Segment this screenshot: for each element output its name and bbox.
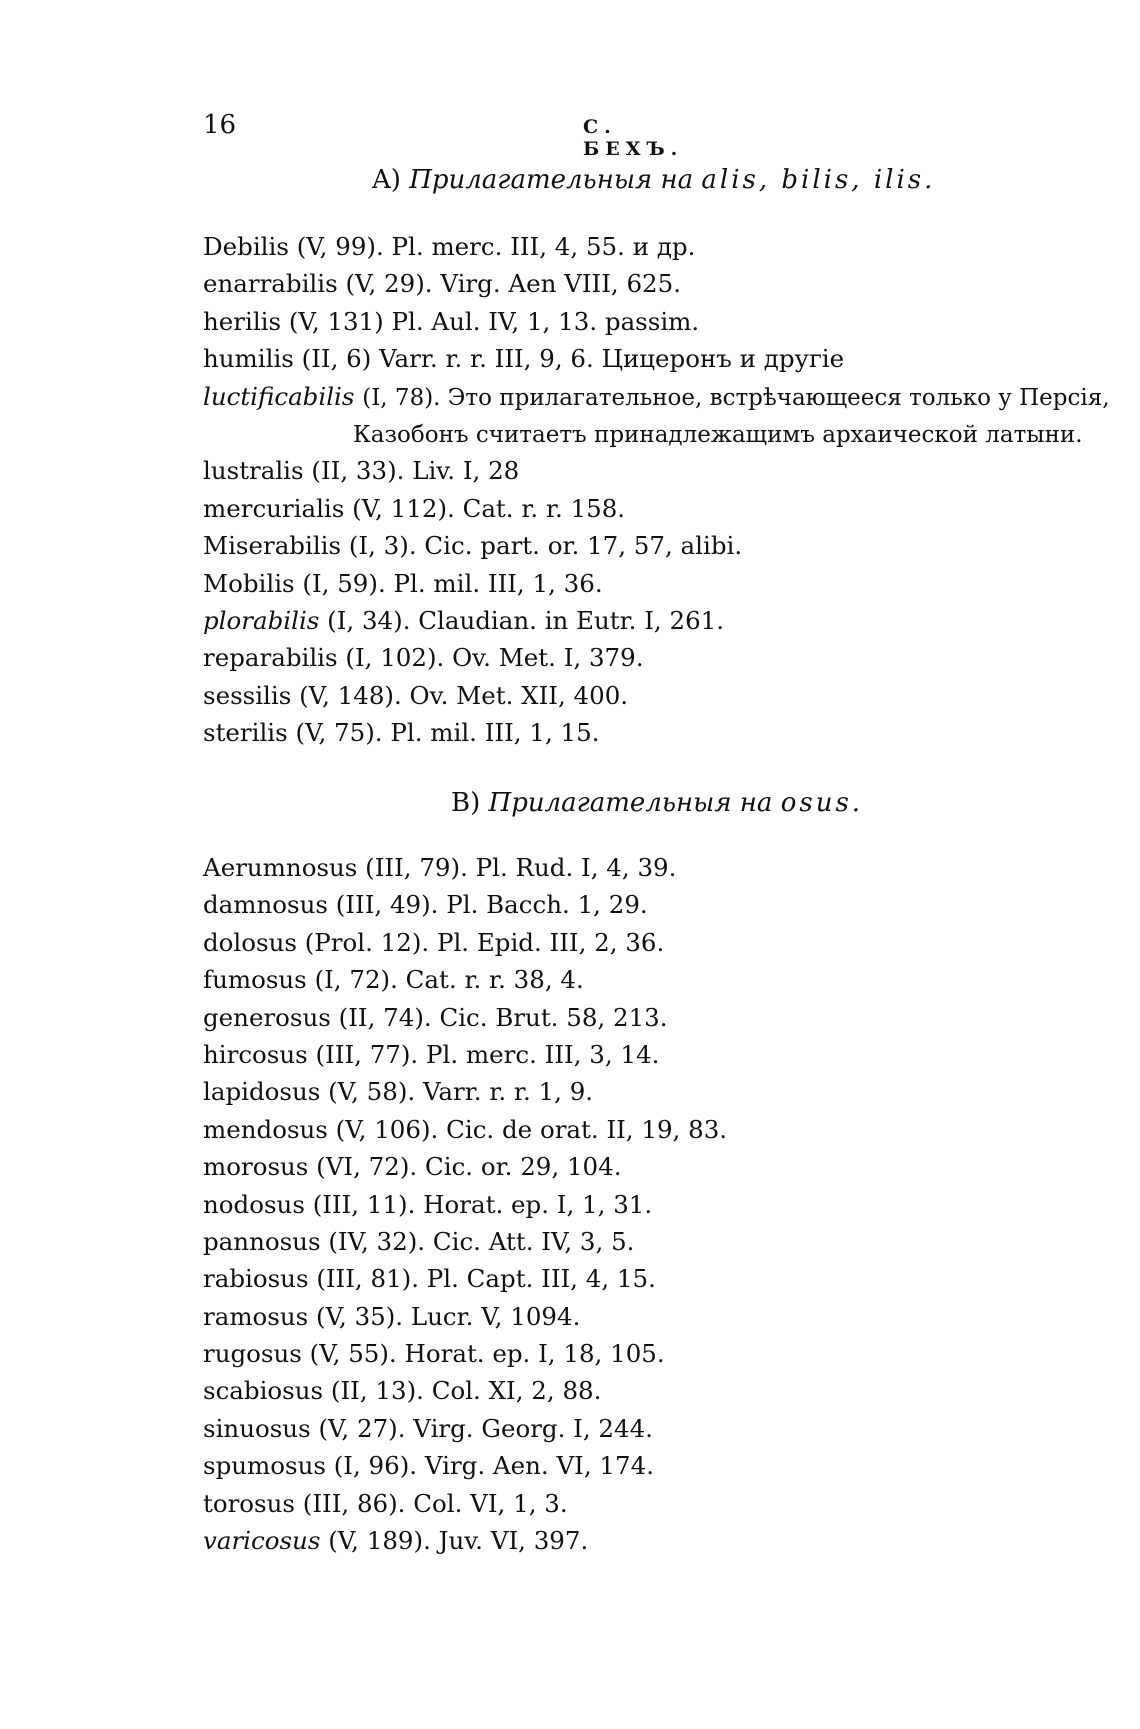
entry-reference: (II, 6) Varr. r. r. III, 9, 6. Цицеронъ и другіе	[301, 344, 845, 374]
entry-line	[203, 1073, 727, 1110]
entry-reference: (III, 79). Pl. Rud. I, 4, 39.	[365, 853, 677, 882]
section-a-label: A)	[372, 165, 401, 195]
entry-term: humilis	[203, 344, 294, 374]
entry-line	[203, 565, 1110, 602]
section-a-entry-list	[203, 228, 1110, 751]
entry-reference: (V, 189). Juv. VI, 397.	[328, 1526, 589, 1556]
entry-reference: (III, 49). Pl. Bacch. 1, 29.	[335, 890, 648, 920]
entry-line	[203, 886, 727, 923]
section-b-label: B)	[451, 788, 481, 818]
entry-line	[203, 1298, 727, 1335]
entry-line	[203, 228, 1110, 265]
entry-reference: (V, 131) Pl. Aul. IV, 1, 13. passim.	[288, 306, 700, 336]
entry-reference: (I, 78). Это прилагательное, встрѣчающееся только у Персія,	[362, 384, 1110, 411]
entry-term: fumosus	[203, 965, 307, 995]
entry-term: enarrabilis	[203, 269, 338, 299]
section-b-title: Прилагательныя на	[488, 788, 773, 818]
entry-reference: (VI, 72). Cic. or. 29, 104.	[316, 1152, 622, 1182]
entry-reference: (V, 112). Cat. r. r. 158.	[352, 493, 626, 523]
entry-term: Mobilis	[203, 568, 295, 598]
entry-reference: (V, 29). Virg. Aen VIII, 625.	[345, 269, 682, 299]
entry-reference: (I, 72). Cat. r. r. 38, 4.	[314, 965, 584, 995]
entry-line	[203, 602, 1110, 639]
entry-line	[203, 340, 1110, 377]
entry-line	[203, 265, 1110, 302]
entry-line	[203, 924, 727, 961]
entry-reference: (V, 148). Ov. Met. XII, 400.	[299, 680, 629, 710]
entry-reference: (V, 58). Varr. r. r. 1, 9.	[328, 1077, 594, 1107]
entry-term: scabiosus	[203, 1376, 324, 1406]
entry-term: generosus	[203, 1002, 331, 1032]
entry-line	[203, 378, 1110, 415]
entry-reference: (V, 55). Horat. ep. I, 18, 105.	[309, 1339, 665, 1369]
entry-term: lapidosus	[203, 1077, 321, 1107]
entry-line	[203, 1335, 727, 1372]
entry-term: lustralis	[203, 456, 304, 486]
page-number: 16	[203, 110, 237, 140]
entry-reference: (Prol. 12). Pl. Epid. III, 2, 36.	[304, 927, 665, 957]
entry-term: Aerumnosus	[203, 853, 358, 882]
entry-term: mercurialis	[203, 493, 345, 523]
entry-reference: (III, 81). Pl. Capt. III, 4, 15.	[316, 1264, 656, 1294]
entry-line	[203, 1148, 727, 1185]
entry-term: dolosus	[203, 927, 297, 957]
entry-term: ramosus	[203, 1301, 309, 1331]
entry-line	[203, 1186, 727, 1223]
entry-term: pannosus	[203, 1226, 321, 1256]
entry-reference: (I, 3). Cic. part. or. 17, 57, alibi.	[348, 531, 743, 561]
entry-reference: (V, 35). Lucr. V, 1094.	[316, 1301, 581, 1331]
entry-term: spumosus	[203, 1451, 326, 1481]
entry-reference: Казобонъ считаетъ принадлежащимъ архаической латыни.	[353, 421, 1083, 448]
entry-term: nodosus	[203, 1189, 305, 1219]
entry-term: sterilis	[203, 718, 288, 748]
entry-line	[203, 1447, 727, 1484]
entry-line	[203, 452, 1110, 489]
entry-reference: (I, 34). Claudian. in Eutr. I, 261.	[327, 605, 725, 635]
entry-reference: (V, 75). Pl. mil. III, 1, 15.	[295, 718, 600, 748]
entry-reference: (III, 11). Horat. ep. I, 1, 31.	[312, 1189, 653, 1219]
section-a-suffixes: alis, bilis, ilis.	[701, 165, 936, 195]
entry-reference: (I, 59). Pl. mil. III, 1, 36.	[302, 568, 603, 598]
entry-line	[203, 1036, 727, 1073]
entry-term: Debilis	[203, 232, 289, 261]
entry-term: rugosus	[203, 1339, 302, 1369]
entry-term: torosus	[203, 1488, 295, 1518]
section-a-heading	[372, 165, 935, 195]
entry-line	[203, 1223, 727, 1260]
section-b-suffixes: osus.	[780, 788, 864, 818]
entry-reference: (II, 33). Liv. I, 28	[311, 456, 520, 486]
entry-reference: (II, 74). Cic. Brut. 58, 213.	[338, 1002, 668, 1032]
entry-term: rabiosus	[203, 1264, 309, 1294]
entry-reference: (III, 77). Pl. merc. III, 3, 14.	[315, 1039, 660, 1069]
entry-term: plorabilis	[203, 605, 320, 635]
entry-line	[203, 1372, 727, 1409]
entry-term: varicosus	[203, 1526, 321, 1556]
entry-line	[203, 303, 1110, 340]
entry-term: luctificabilis	[203, 381, 355, 411]
entry-term: sessilis	[203, 680, 292, 710]
entry-line	[203, 714, 1110, 751]
section-a-title: Прилагательныя на	[409, 165, 694, 195]
entry-term: damnosus	[203, 890, 328, 920]
entry-term: hircosus	[203, 1039, 308, 1069]
running-head: С. БЕХЪ.	[583, 116, 684, 160]
entry-term: morosus	[203, 1152, 309, 1182]
entry-reference: (I, 102). Ov. Met. I, 379.	[345, 643, 644, 673]
entry-line	[203, 1522, 727, 1559]
entry-reference: (III, 86). Col. VI, 1, 3.	[302, 1488, 568, 1518]
entry-reference: (V, 27). Virg. Georg. I, 244.	[318, 1413, 653, 1443]
entry-line	[203, 1410, 727, 1447]
entry-term: herilis	[203, 306, 282, 336]
entry-term: mendosus	[203, 1114, 328, 1144]
entry-line	[203, 677, 1110, 714]
entry-reference: (V, 106). Cic. de orat. II, 19, 83.	[335, 1114, 728, 1144]
entry-line	[203, 961, 727, 998]
entry-line	[203, 1485, 727, 1522]
section-b-heading	[451, 788, 863, 818]
entry-line	[203, 1260, 727, 1297]
entry-line	[203, 639, 1110, 676]
entry-line	[203, 849, 727, 886]
entry-term: sinuosus	[203, 1413, 311, 1443]
entry-reference: (II, 13). Col. XI, 2, 88.	[330, 1376, 602, 1406]
entry-line	[203, 1111, 727, 1148]
entry-term: reparabilis	[203, 643, 338, 673]
entry-reference: (I, 96). Virg. Aen. VI, 174.	[333, 1451, 654, 1481]
section-b-entry-list	[203, 849, 727, 1559]
entry-line	[203, 999, 727, 1036]
page-header	[203, 110, 713, 160]
entry-term: Miserabilis	[203, 531, 342, 561]
entry-line	[203, 527, 1110, 564]
entry-reference: (IV, 32). Cic. Att. IV, 3, 5.	[328, 1226, 635, 1256]
entry-reference: (V, 99). Pl. merc. III, 4, 55. и др.	[296, 232, 696, 261]
entry-line	[203, 415, 1110, 452]
entry-line	[203, 490, 1110, 527]
